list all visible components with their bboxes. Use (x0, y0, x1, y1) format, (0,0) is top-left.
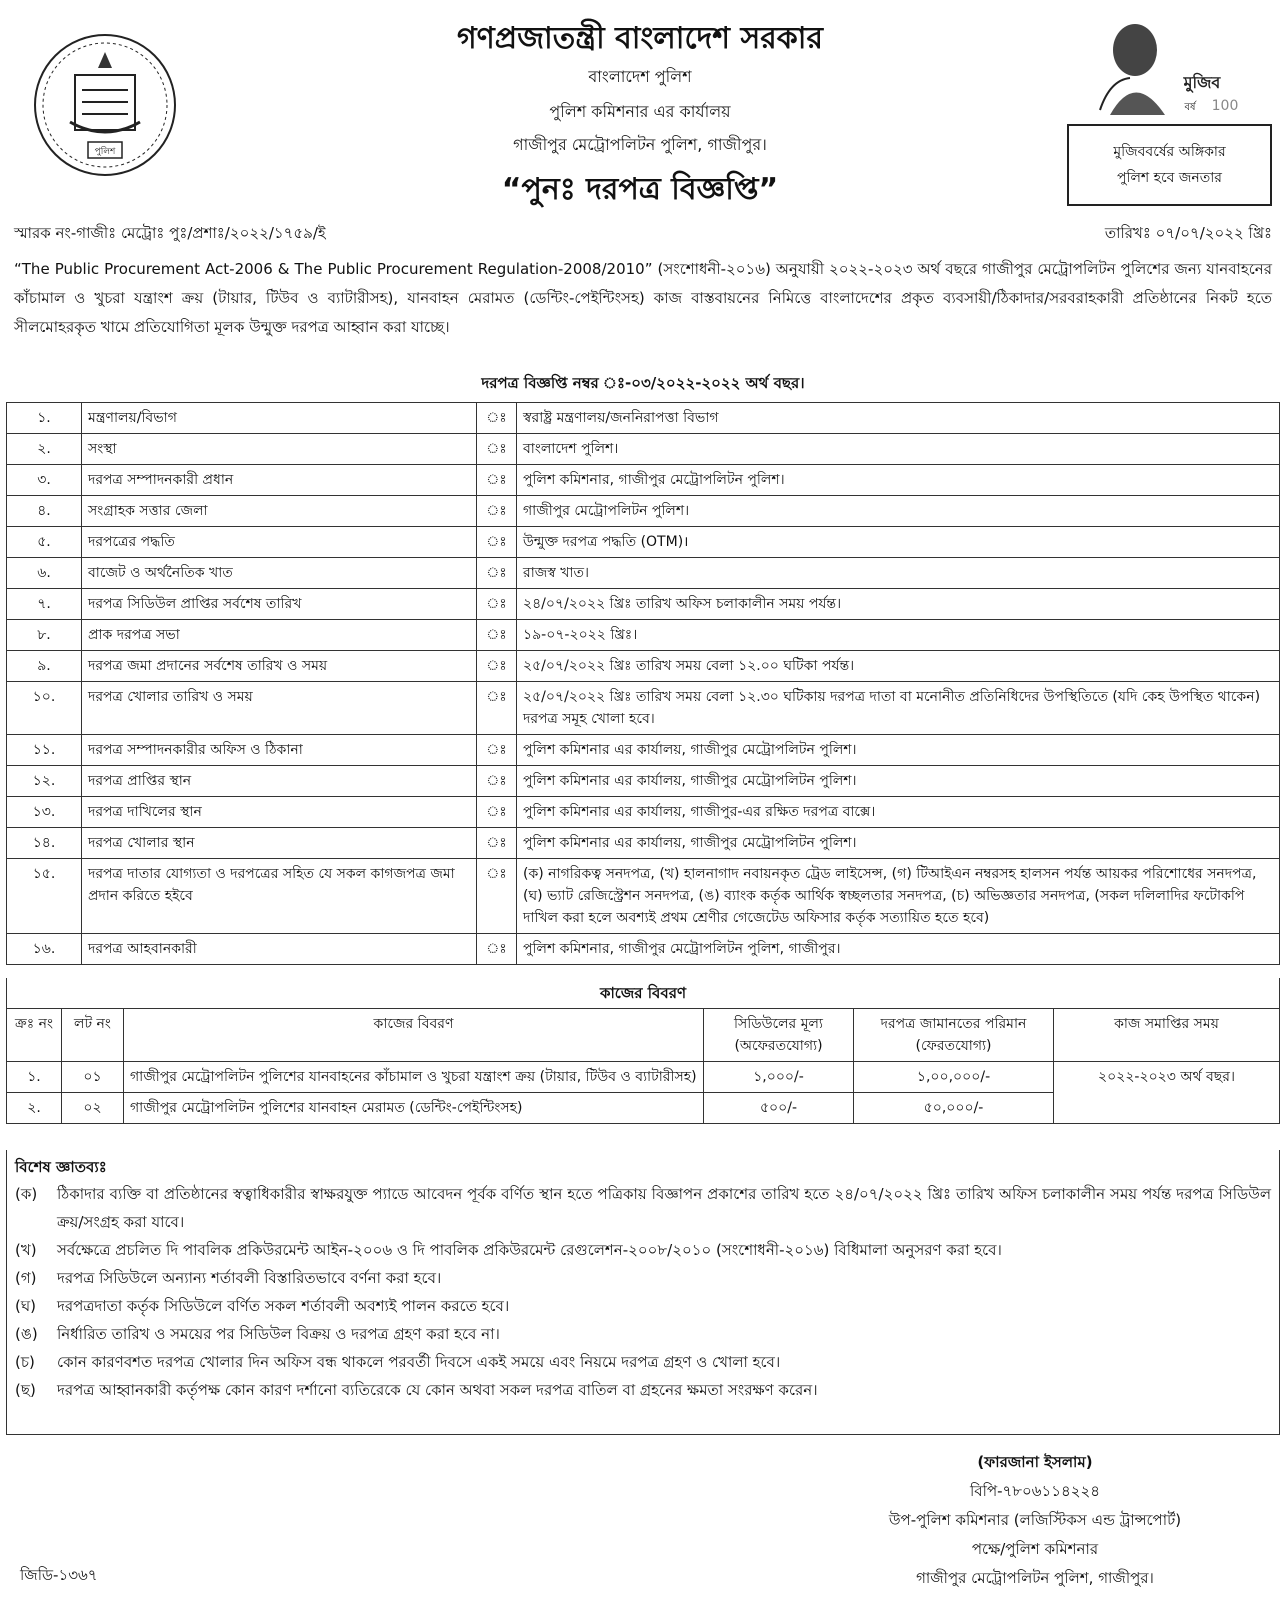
info-separator: ঃ (477, 620, 517, 651)
info-number: ১২. (7, 766, 82, 797)
info-key: দরপত্রের পদ্ধতি (82, 527, 477, 558)
info-value: ২৪/০৭/২০২২ খ্রিঃ তারিখ অফিস চলাকালীন সময় পর্যন্ত। (517, 589, 1280, 620)
info-value: পুলিশ কমিশনার এর কার্যালয়, গাজীপুর মেট্রোপলিটন পুলিশ। (517, 766, 1280, 797)
info-number: ১০. (7, 682, 82, 735)
government-title: গণপ্রজাতন্ত্রী বাংলাদেশ সরকার (457, 21, 823, 56)
list-item (15, 1264, 1271, 1292)
info-separator: ঃ (477, 797, 517, 828)
table-row (7, 496, 1280, 527)
table-row (7, 797, 1280, 828)
motto-box (1067, 124, 1272, 206)
mujib-logo-text: মুজিব (1183, 73, 1221, 92)
info-separator: ঃ (477, 434, 517, 465)
work-description: গাজীপুর মেট্রোপলিটন পুলিশের যানবাহনের কাঁচামাল ও খুচরা যন্ত্রাংশ ক্রয় (টায়ার, টিউব ও ব্যাটারীসহ) (124, 1062, 704, 1093)
note-text: দরপত্র আহ্বানকারী কর্তৃপক্ষ কোন কারণ দর্শানো ব্যতিরেকে যে কোন অথবা সকল দরপত্র বাতিল বা গ্রহনের ক্ষমতা সংরক্ষণ করেন। (57, 1381, 818, 1399)
info-number: ৮. (7, 620, 82, 651)
info-number: ১. (7, 403, 82, 434)
table-row (7, 589, 1280, 620)
motto-line-1: মুজিববর্ষের অঙ্গিকার (1113, 144, 1226, 160)
table-row (7, 766, 1280, 797)
info-key: প্রাক দরপত্র সভা (82, 620, 477, 651)
intro-paragraph: “The Public Procurement Act-2006 & The Public Procurement Regulation-2008/2010” (সংশোধনী-২০১৬) অনুযায়ী ২০২২-২০২৩ অর্থ বছরে গাজীপুর মেট্রোপলিটন পুলিশের জন্য যানবাহনের কাঁচামাল ও খুচরা যন্ত্রাংশ ক্রয় (টায়ার, টিউব ও ব্যাটারীসহ), যানবাহন মেরামত (ডেন্টিং-পেইন্টিংসহ) কাজ বাস্তবায়নের নিমিত্তে বাংলাদেশের প্রকৃত ব্যবসায়ী/ঠিকাদার/সরবরাহকারী প্রতিষ্ঠানের নিকট হতে সীলমোহরকৃত খামে প্রতিযোগিতা মূলক উন্মুক্ত দরপত্র আহ্বান করা যাচ্ছে। (14, 260, 1272, 336)
work-table-header (7, 1009, 1280, 1062)
info-separator: ঃ (477, 403, 517, 434)
special-notes (6, 1150, 1280, 1435)
notice-date: তারিখঃ ০৭/০৭/২০২২ খ্রিঃ (1104, 224, 1272, 242)
info-separator: ঃ (477, 496, 517, 527)
table-row (7, 859, 1280, 934)
list-item (15, 1376, 1271, 1404)
notes-heading: বিশেষ জ্ঞাতব্যঃ (15, 1158, 107, 1176)
header-schedule-price: সিডিউলের মূল্য (অফেরতযোগ্য) (704, 1009, 854, 1062)
notice-number: দরপত্র বিজ্ঞপ্তি নম্বর ঃ-০৩/২০২২-২০২২ অর্থ বছর। (481, 374, 805, 392)
work-price: ১,০০০/- (704, 1062, 854, 1093)
list-item (15, 1320, 1271, 1348)
info-value: বাংলাদেশ পুলিশ। (517, 434, 1280, 465)
table-row (7, 1062, 1280, 1093)
info-separator: ঃ (477, 682, 517, 735)
note-text: দরপত্রদাতা কর্তৃক সিডিউলে বর্ণিত সকল শর্তাবলী অবশ্যই পালন করতে হবে। (57, 1297, 510, 1315)
info-value: পুলিশ কমিশনার, গাজীপুর মেট্রোপলিটন পুলিশ, গাজীপুর। (517, 934, 1280, 965)
header-line-1: বাংলাদেশ পুলিশ (588, 67, 692, 86)
info-key: দরপত্র দাতার যোগ্যতা ও দরপত্রের সহিত যে সকল কাগজপত্র জমা প্রদান করিতে হইবে (82, 859, 477, 934)
header-security: দরপত্র জামানতের পরিমান (ফেরতযোগ্য) (854, 1009, 1054, 1062)
info-separator: ঃ (477, 527, 517, 558)
info-value: পুলিশ কমিশনার, গাজীপুর মেট্রোপলিটন পুলিশ। (517, 465, 1280, 496)
emblem-label: পুলিশ (94, 147, 116, 157)
motto-line-2: পুলিশ হবে জনতার (1116, 170, 1223, 186)
info-key: দরপত্র প্রাপ্তির স্থান (82, 766, 477, 797)
work-serial: ১. (7, 1062, 62, 1093)
signatory-on-behalf: পক্ষে/পুলিশ কমিশনার (971, 1540, 1099, 1558)
info-separator: ঃ (477, 828, 517, 859)
work-security: ১,০০,০০০/- (854, 1062, 1054, 1093)
info-value: রাজস্ব খাত। (517, 558, 1280, 589)
info-number: ২. (7, 434, 82, 465)
header-line-2: পুলিশ কমিশনার এর কার্যালয় (549, 102, 731, 121)
note-text: দরপত্র সিডিউলে অন্যান্য শর্তাবলী বিস্তারিতভাবে বর্ণনা করা হবে। (57, 1269, 442, 1287)
note-mark: (ঘ) (15, 1297, 36, 1315)
info-separator: ঃ (477, 859, 517, 934)
notice-title: “পুনঃ দরপত্র বিজ্ঞপ্তি” (501, 172, 779, 207)
info-key: দরপত্র খোলার তারিখ ও সময় (82, 682, 477, 735)
work-section-title: কাজের বিবরণ (6, 978, 1280, 1008)
table-row (7, 620, 1280, 651)
note-text: ঠিকাদার ব্যক্তি বা প্রতিষ্ঠানের স্বত্বাধিকারীর স্বাক্ষরযুক্ত প্যাডে আবেদন পূর্বক বর্ণিত স্থান হতে পত্রিকায় বিজ্ঞাপন প্রকাশের তারিখ হতে ২৪/০৭/২০২২ খ্রিঃ তারিখ অফিস চলাকালীন সময় পর্যন্ত দরপত্র সিডিউল ক্রয়/সংগ্রহ করা যাবে। (57, 1185, 1271, 1231)
table-row (7, 735, 1280, 766)
work-price: ৫০০/- (704, 1093, 854, 1124)
header-serial: ক্রঃ নং (7, 1009, 62, 1062)
info-separator: ঃ (477, 465, 517, 496)
info-number: ১১. (7, 735, 82, 766)
signatory-office: গাজীপুর মেট্রোপলিটন পুলিশ, গাজীপুর। (916, 1569, 1154, 1587)
info-key: দরপত্র সম্পাদনকারী প্রধান (82, 465, 477, 496)
info-value: পুলিশ কমিশনার এর কার্যালয়, গাজীপুর-এর রক্ষিত দরপত্র বাক্সে। (517, 797, 1280, 828)
mujib-logo-100: 100 (1211, 98, 1239, 114)
info-separator: ঃ (477, 589, 517, 620)
info-value: পুলিশ কমিশনার এর কার্যালয়, গাজীপুর মেট্রোপলিটন পুলিশ। (517, 735, 1280, 766)
info-value: পুলিশ কমিশনার এর কার্যালয়, গাজীপুর মেট্রোপলিটন পুলিশ। (517, 828, 1280, 859)
signatory-designation: উপ-পুলিশ কমিশনার (লজিস্টিকস এন্ড ট্রান্সপোর্ট) (888, 1511, 1182, 1529)
list-item (15, 1292, 1271, 1320)
list-item (15, 1180, 1271, 1236)
info-value: স্বরাষ্ট্র মন্ত্রণালয়/জননিরাপত্তা বিভাগ (517, 403, 1280, 434)
note-text: নির্ধারিত তারিখ ও সময়ের পর সিডিউল বিক্রয় ও দরপত্র গ্রহণ করা হবে না। (57, 1325, 500, 1343)
table-row (7, 434, 1280, 465)
tender-info-table (6, 402, 1280, 965)
info-separator: ঃ (477, 934, 517, 965)
work-security: ৫০,০০০/- (854, 1093, 1054, 1124)
note-text: কোন কারণবশত দরপত্র খোলার দিন অফিস বন্ধ থাকলে পরবর্তী দিবসে একই সময়ে এবং নিয়মে দরপত্র গ্রহণ ও খোলা হবে। (57, 1353, 781, 1371)
info-value: ২৫/০৭/২০২২ খ্রিঃ তারিখ সময় বেলা ১২.৩০ ঘটিকায় দরপত্র দাতা বা মনোনীত প্রতিনিধিদের উপস্থিতিতে (যদি কেহ উপস্থিত থাকেন) দরপত্র সমূহ খোলা হবে। (517, 682, 1280, 735)
info-key: দরপত্র সম্পাদনকারীর অফিস ও ঠিকানা (82, 735, 477, 766)
header-completion: কাজ সমাপ্তির সময় (1054, 1009, 1280, 1062)
note-mark: (খ) (15, 1241, 37, 1259)
work-lot: ০২ (62, 1093, 124, 1124)
table-row (7, 682, 1280, 735)
work-serial: ২. (7, 1093, 62, 1124)
info-number: ১৬. (7, 934, 82, 965)
list-item (15, 1236, 1271, 1264)
header-line-3: গাজীপুর মেট্রোপলিটন পুলিশ, গাজীপুর। (513, 135, 767, 154)
signatory-name: (ফারজানা ইসলাম) (977, 1453, 1093, 1471)
table-row (7, 558, 1280, 589)
note-text: সর্বক্ষেত্রে প্রচলিত দি পাবলিক প্রকিউরমেন্ট আইন-২০০৬ ও দি পাবলিক প্রকিউরমেন্ট রেগুলেশন-২০০৮/২০১০ (সংশোধনী-২০১৬) বিধিমালা অনুসরণ করা হবে। (57, 1241, 1002, 1259)
info-number: ১৫. (7, 859, 82, 934)
work-completion: ২০২২-২০২৩ অর্থ বছর। (1054, 1062, 1280, 1124)
info-number: ৭. (7, 589, 82, 620)
info-value: গাজীপুর মেট্রোপলিটন পুলিশ। (517, 496, 1280, 527)
info-separator: ঃ (477, 558, 517, 589)
table-row (7, 934, 1280, 965)
table-row (7, 403, 1280, 434)
info-key: দরপত্র খোলার স্থান (82, 828, 477, 859)
header-description: কাজের বিবরণ (124, 1009, 704, 1062)
info-value: উন্মুক্ত দরপত্র পদ্ধতি (OTM)। (517, 527, 1280, 558)
info-key: বাজেট ও অর্থনৈতিক খাত (82, 558, 477, 589)
table-row (7, 828, 1280, 859)
info-separator: ঃ (477, 651, 517, 682)
info-number: ১৪. (7, 828, 82, 859)
info-key: দরপত্র জমা প্রদানের সর্বশেষ তারিখ ও সময় (82, 651, 477, 682)
table-row (7, 527, 1280, 558)
mujib-logo-sub: বর্ষ (1184, 102, 1196, 113)
police-emblem-icon (30, 30, 180, 180)
work-lot: ০১ (62, 1062, 124, 1093)
note-mark: (ঙ) (15, 1325, 38, 1343)
gd-number: জিডি-১৩৬৭ (20, 1566, 98, 1584)
info-number: ৩. (7, 465, 82, 496)
info-number: ১৩. (7, 797, 82, 828)
info-separator: ঃ (477, 766, 517, 797)
info-key: দরপত্র সিডিউল প্রাপ্তির সর্বশেষ তারিখ (82, 589, 477, 620)
work-description: গাজীপুর মেট্রোপলিটন পুলিশের যানবাহন মেরামত (ডেন্টিং-পেইন্টিংসহ) (124, 1093, 704, 1124)
info-number: ৪. (7, 496, 82, 527)
info-key: মন্ত্রণালয়/বিভাগ (82, 403, 477, 434)
note-mark: (চ) (15, 1353, 35, 1371)
info-value: ২৫/০৭/২০২২ খ্রিঃ তারিখ সময় বেলা ১২.০০ ঘটিকা পর্যন্ত। (517, 651, 1280, 682)
info-number: ৬. (7, 558, 82, 589)
info-key: দরপত্র দাখিলের স্থান (82, 797, 477, 828)
info-number: ৯. (7, 651, 82, 682)
work-table (6, 1008, 1280, 1124)
table-row (7, 465, 1280, 496)
mujib-borsho-logo-icon (1090, 10, 1250, 120)
info-value: (ক) নাগরিকত্ব সনদপত্র, (খ) হালনাগাদ নবায়নকৃত ট্রেড লাইসেন্স, (গ) টিআইএন নম্বরসহ হালসন পর্যন্ত আয়কর পরিশোধের সনদপত্র, (ঘ) ভ্যাট রেজিস্ট্রেশন সনদপত্র, (ঙ) ব্যাংক কর্তৃক আর্থিক স্বচ্ছলতার সনদপত্র, (চ) অভিজ্ঞতার সনদপত্র, (সকল দলিলাদির ফটোকপি দাখিল করা হলে অবশ্যই প্রথম শ্রেণীর গেজেটেড অফিসার কর্তৃক সত্যায়িত হতে হবে) (517, 859, 1280, 934)
header-lot: লট নং (62, 1009, 124, 1062)
note-mark: (ছ) (15, 1381, 36, 1399)
list-item (15, 1348, 1271, 1376)
note-mark: (ক) (15, 1185, 38, 1203)
info-key: দরপত্র আহবানকারী (82, 934, 477, 965)
signature-block (820, 1448, 1250, 1593)
memo-number: স্মারক নং-গাজীঃ মেট্রোঃ পুঃ/প্রশাঃ/২০২২/১৭৫৯/ই (14, 224, 326, 242)
signatory-bp: বিপি-৭৮০৬১১৪২২৪ (970, 1482, 1100, 1500)
info-key: সংগ্রাহক সত্তার জেলা (82, 496, 477, 527)
info-number: ৫. (7, 527, 82, 558)
table-row (7, 651, 1280, 682)
info-separator: ঃ (477, 735, 517, 766)
note-mark: (গ) (15, 1269, 37, 1287)
info-value: ১৯-০৭-২০২২ খ্রিঃ। (517, 620, 1280, 651)
info-key: সংস্থা (82, 434, 477, 465)
